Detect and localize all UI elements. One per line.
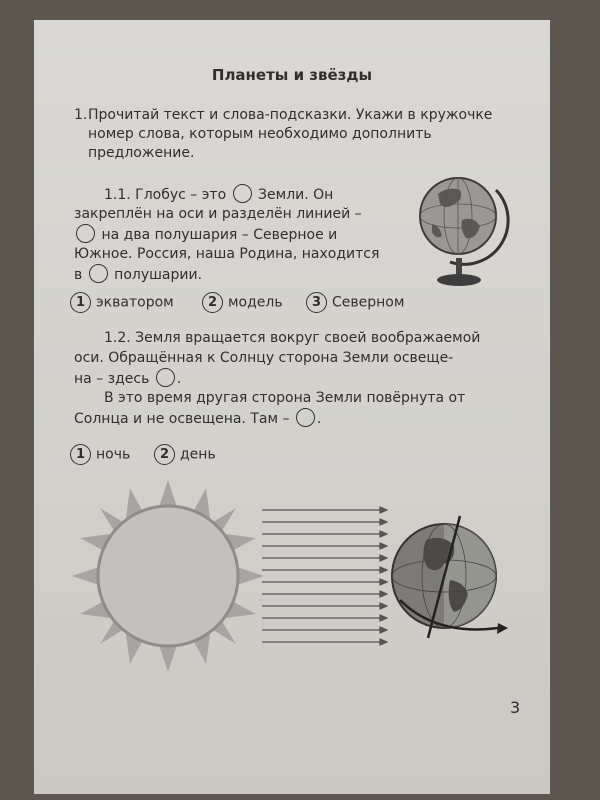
sun-icon	[68, 476, 268, 676]
task-instruction: Прочитай текст и слова-подсказки. Укажи в кружочке номер слова, которым необходимо дополнить предложение.	[88, 107, 493, 161]
part1-line5: в полушарии.	[74, 264, 202, 285]
answer-circle-5[interactable]	[296, 408, 315, 427]
part1-line4: Южное. Россия, наша Родина, находится	[74, 246, 380, 262]
part2-line5: Солнца и не освещена. Там – .	[74, 408, 321, 429]
workbook-page	[34, 20, 550, 794]
answer-circle-3[interactable]	[89, 264, 108, 283]
task-number: 1.	[74, 107, 88, 123]
answer-circle-2[interactable]	[76, 224, 95, 243]
page-number: 3	[510, 698, 521, 717]
option-2-den[interactable]: 2 день	[154, 444, 216, 465]
option-1-ekvator[interactable]: 1 экватором	[70, 292, 174, 313]
answer-circle-4[interactable]	[156, 368, 175, 387]
part2-line4: В это время другая сторона Земли повёрнута от	[104, 390, 466, 406]
sun-rays-arrows	[260, 502, 390, 652]
part1-line1: 1.1. Глобус – это Земли. Он	[104, 184, 333, 205]
earth-icon	[386, 510, 510, 642]
part2-line1: 1.2. Земля вращается вокруг своей воображаемой	[104, 330, 481, 346]
globe-icon	[412, 166, 512, 292]
answer-circle-1[interactable]	[233, 184, 252, 203]
part1-line2: закреплён на оси и разделён линией –	[74, 206, 362, 222]
option-2-model[interactable]: 2 модель	[202, 292, 283, 313]
page-title: Планеты и звёзды	[211, 66, 373, 84]
task-1	[74, 106, 498, 163]
part2-line3: на – здесь .	[74, 368, 181, 389]
part1-line3: на два полушария – Северное и	[74, 224, 337, 245]
option-3-severnom[interactable]: 3 Северном	[306, 292, 404, 313]
option-1-noch[interactable]: 1 ночь	[70, 444, 130, 465]
part2-line2: оси. Обращённая к Солнцу сторона Земли освеще-	[74, 350, 454, 366]
